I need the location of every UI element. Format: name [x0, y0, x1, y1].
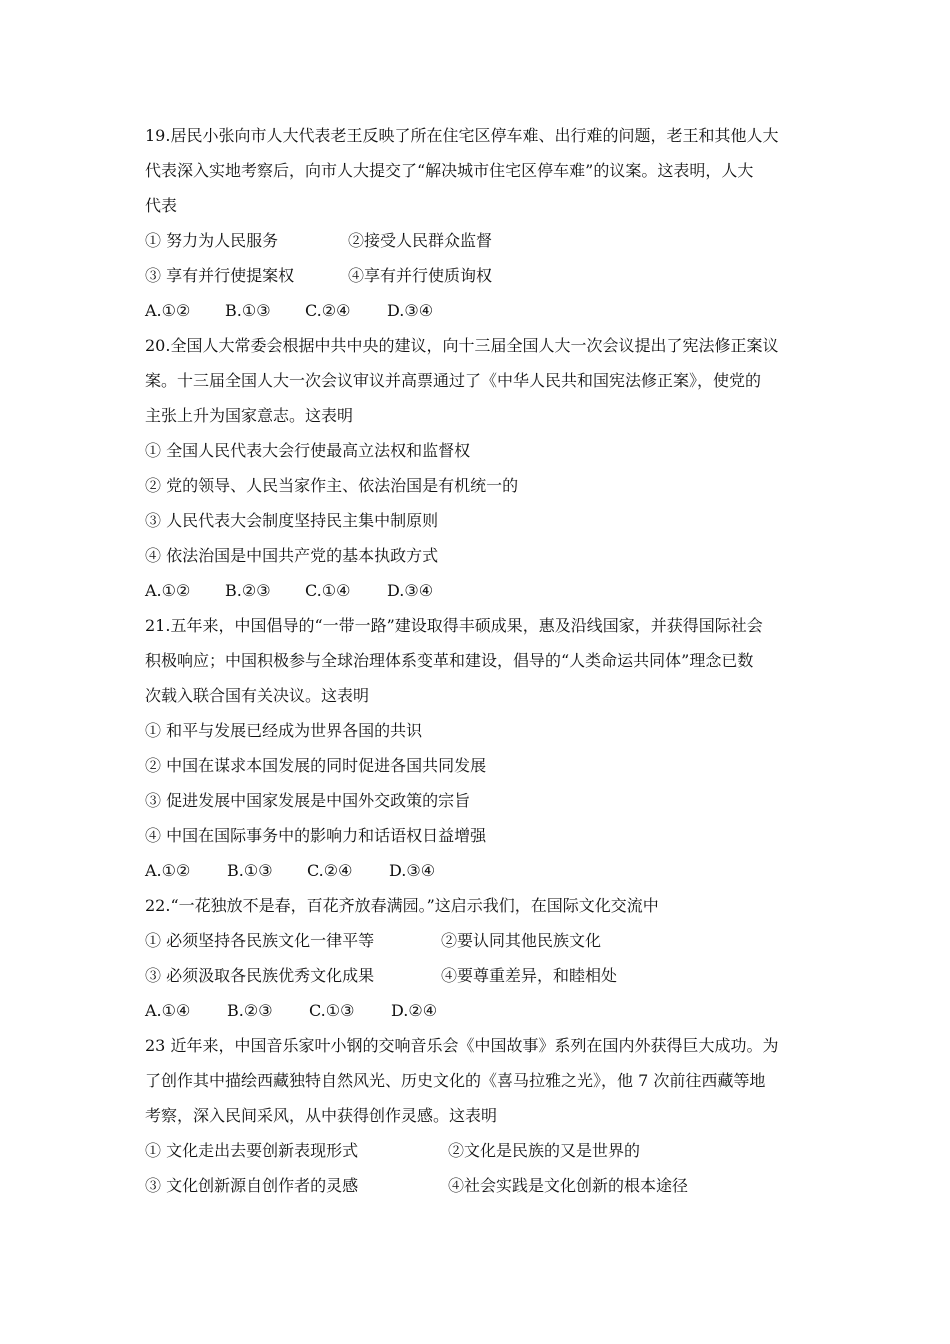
answer-c: C.②④: [307, 861, 353, 880]
option-3: ③ 享有并行使提案权: [145, 266, 295, 285]
answer-d: D.③④: [387, 301, 434, 320]
answer-d: D.③④: [389, 861, 436, 880]
answer-b: B.②③: [225, 581, 271, 600]
question-19-stem-line: 代表深入实地考察后，向市人大提交了“解决城市住宅区停车难”的议案。这表明，人大: [145, 161, 754, 180]
question-20-stem-line: 20.全国人大常委会根据中共中央的建议，向十三届全国人大一次会议提出了宪法修正案议: [145, 336, 779, 355]
option-1: ① 全国人民代表大会行使最高立法权和监督权: [145, 441, 471, 460]
question-23-stem-line: 考察，深入民间采风，从中获得创作灵感。这表明: [145, 1106, 498, 1125]
question-22-option-row: [145, 923, 815, 958]
question-20-stem-line: 主张上升为国家意志。这表明: [145, 406, 354, 425]
question-22-option-row: [145, 958, 815, 993]
option-1: ① 文化走出去要创新表现形式: [145, 1141, 359, 1160]
answer-a: A.①②: [145, 861, 191, 880]
question-21-stem-line: 次载入联合国有关决议。这表明: [145, 686, 370, 705]
option-3: ③ 必须汲取各民族优秀文化成果: [145, 966, 375, 985]
answer-c: C.①④: [305, 581, 351, 600]
option-1: ① 必须坚持各民族文化一律平等: [145, 931, 375, 950]
question-19: [145, 118, 815, 328]
option-2: ②接受人民群众监督: [348, 231, 493, 250]
option-4: ④ 中国在国际事务中的影响力和话语权日益增强: [145, 826, 487, 845]
answer-c: C.②④: [305, 301, 351, 320]
question-23-stem-line: 了创作其中描绘西藏独特自然风光、历史文化的《喜马拉雅之光》，他 7 次前往西藏等地: [145, 1071, 766, 1090]
option-3: ③ 文化创新源自创作者的灵感: [145, 1176, 359, 1195]
answer-a: A.①②: [145, 301, 191, 320]
answer-a: A.①②: [145, 581, 191, 600]
question-23: [145, 1028, 815, 1203]
option-1: ① 和平与发展已经成为世界各国的共识: [145, 721, 423, 740]
question-22: [145, 888, 815, 1028]
question-21-stem-line: 21.五年来，中国倡导的“一带一路”建设取得丰硕成果，惠及沿线国家，并获得国际社会: [145, 616, 763, 635]
question-23-option-row: [145, 1168, 815, 1203]
option-2: ②要认同其他民族文化: [441, 931, 602, 950]
answer-b: B.②③: [227, 1001, 273, 1020]
option-2: ② 党的领导、人民当家作主、依法治国是有机统一的: [145, 476, 519, 495]
option-3: ③ 人民代表大会制度坚持民主集中制原则: [145, 511, 439, 530]
question-21-answer-choices: [145, 853, 815, 888]
answer-c: C.①③: [309, 1001, 355, 1020]
question-19-stem-line: 19.居民小张向市人大代表老王反映了所在住宅区停车难、出行难的问题，老王和其他人大: [145, 126, 779, 145]
answer-a: A.①④: [145, 1001, 191, 1020]
option-2: ②文化是民族的又是世界的: [448, 1141, 641, 1160]
option-4: ④要尊重差异，和睦相处: [441, 966, 618, 985]
question-19-option-row: [145, 223, 815, 258]
answer-b: B.①③: [227, 861, 273, 880]
answer-d: D.③④: [387, 581, 434, 600]
exam-page: [145, 118, 815, 1203]
option-4: ④社会实践是文化创新的根本途径: [448, 1176, 689, 1195]
question-20: [145, 328, 815, 608]
question-20-answer-choices: [145, 573, 815, 608]
question-22-answer-choices: [145, 993, 815, 1028]
option-3: ③ 促进发展中国家发展是中国外交政策的宗旨: [145, 791, 471, 810]
option-1: ① 努力为人民服务: [145, 231, 279, 250]
question-21-stem-line: 积极响应；中国积极参与全球治理体系变革和建设，倡导的“人类命运共同体”理念已数: [145, 651, 754, 670]
option-4: ④享有并行使质询权: [348, 266, 493, 285]
question-19-stem-line: 代表: [145, 196, 178, 215]
option-2: ② 中国在谋求本国发展的同时促进各国共同发展: [145, 756, 487, 775]
answer-d: D.②④: [391, 1001, 438, 1020]
question-20-stem-line: 案。十三届全国人大一次会议审议并高票通过了《中华人民共和国宪法修正案》，使党的: [145, 371, 762, 390]
question-19-option-row: [145, 258, 815, 293]
answer-b: B.①③: [225, 301, 271, 320]
question-23-option-row: [145, 1133, 815, 1168]
question-23-stem-line: 23 近年来，中国音乐家叶小钢的交响音乐会《中国故事》系列在国内外获得巨大成功。为: [145, 1036, 779, 1055]
question-19-answer-choices: [145, 293, 815, 328]
question-21: [145, 608, 815, 888]
option-4: ④ 依法治国是中国共产党的基本执政方式: [145, 546, 439, 565]
question-22-stem-line: 22.“一花独放不是春，百花齐放春满园。”这启示我们，在国际文化交流中: [145, 896, 659, 915]
